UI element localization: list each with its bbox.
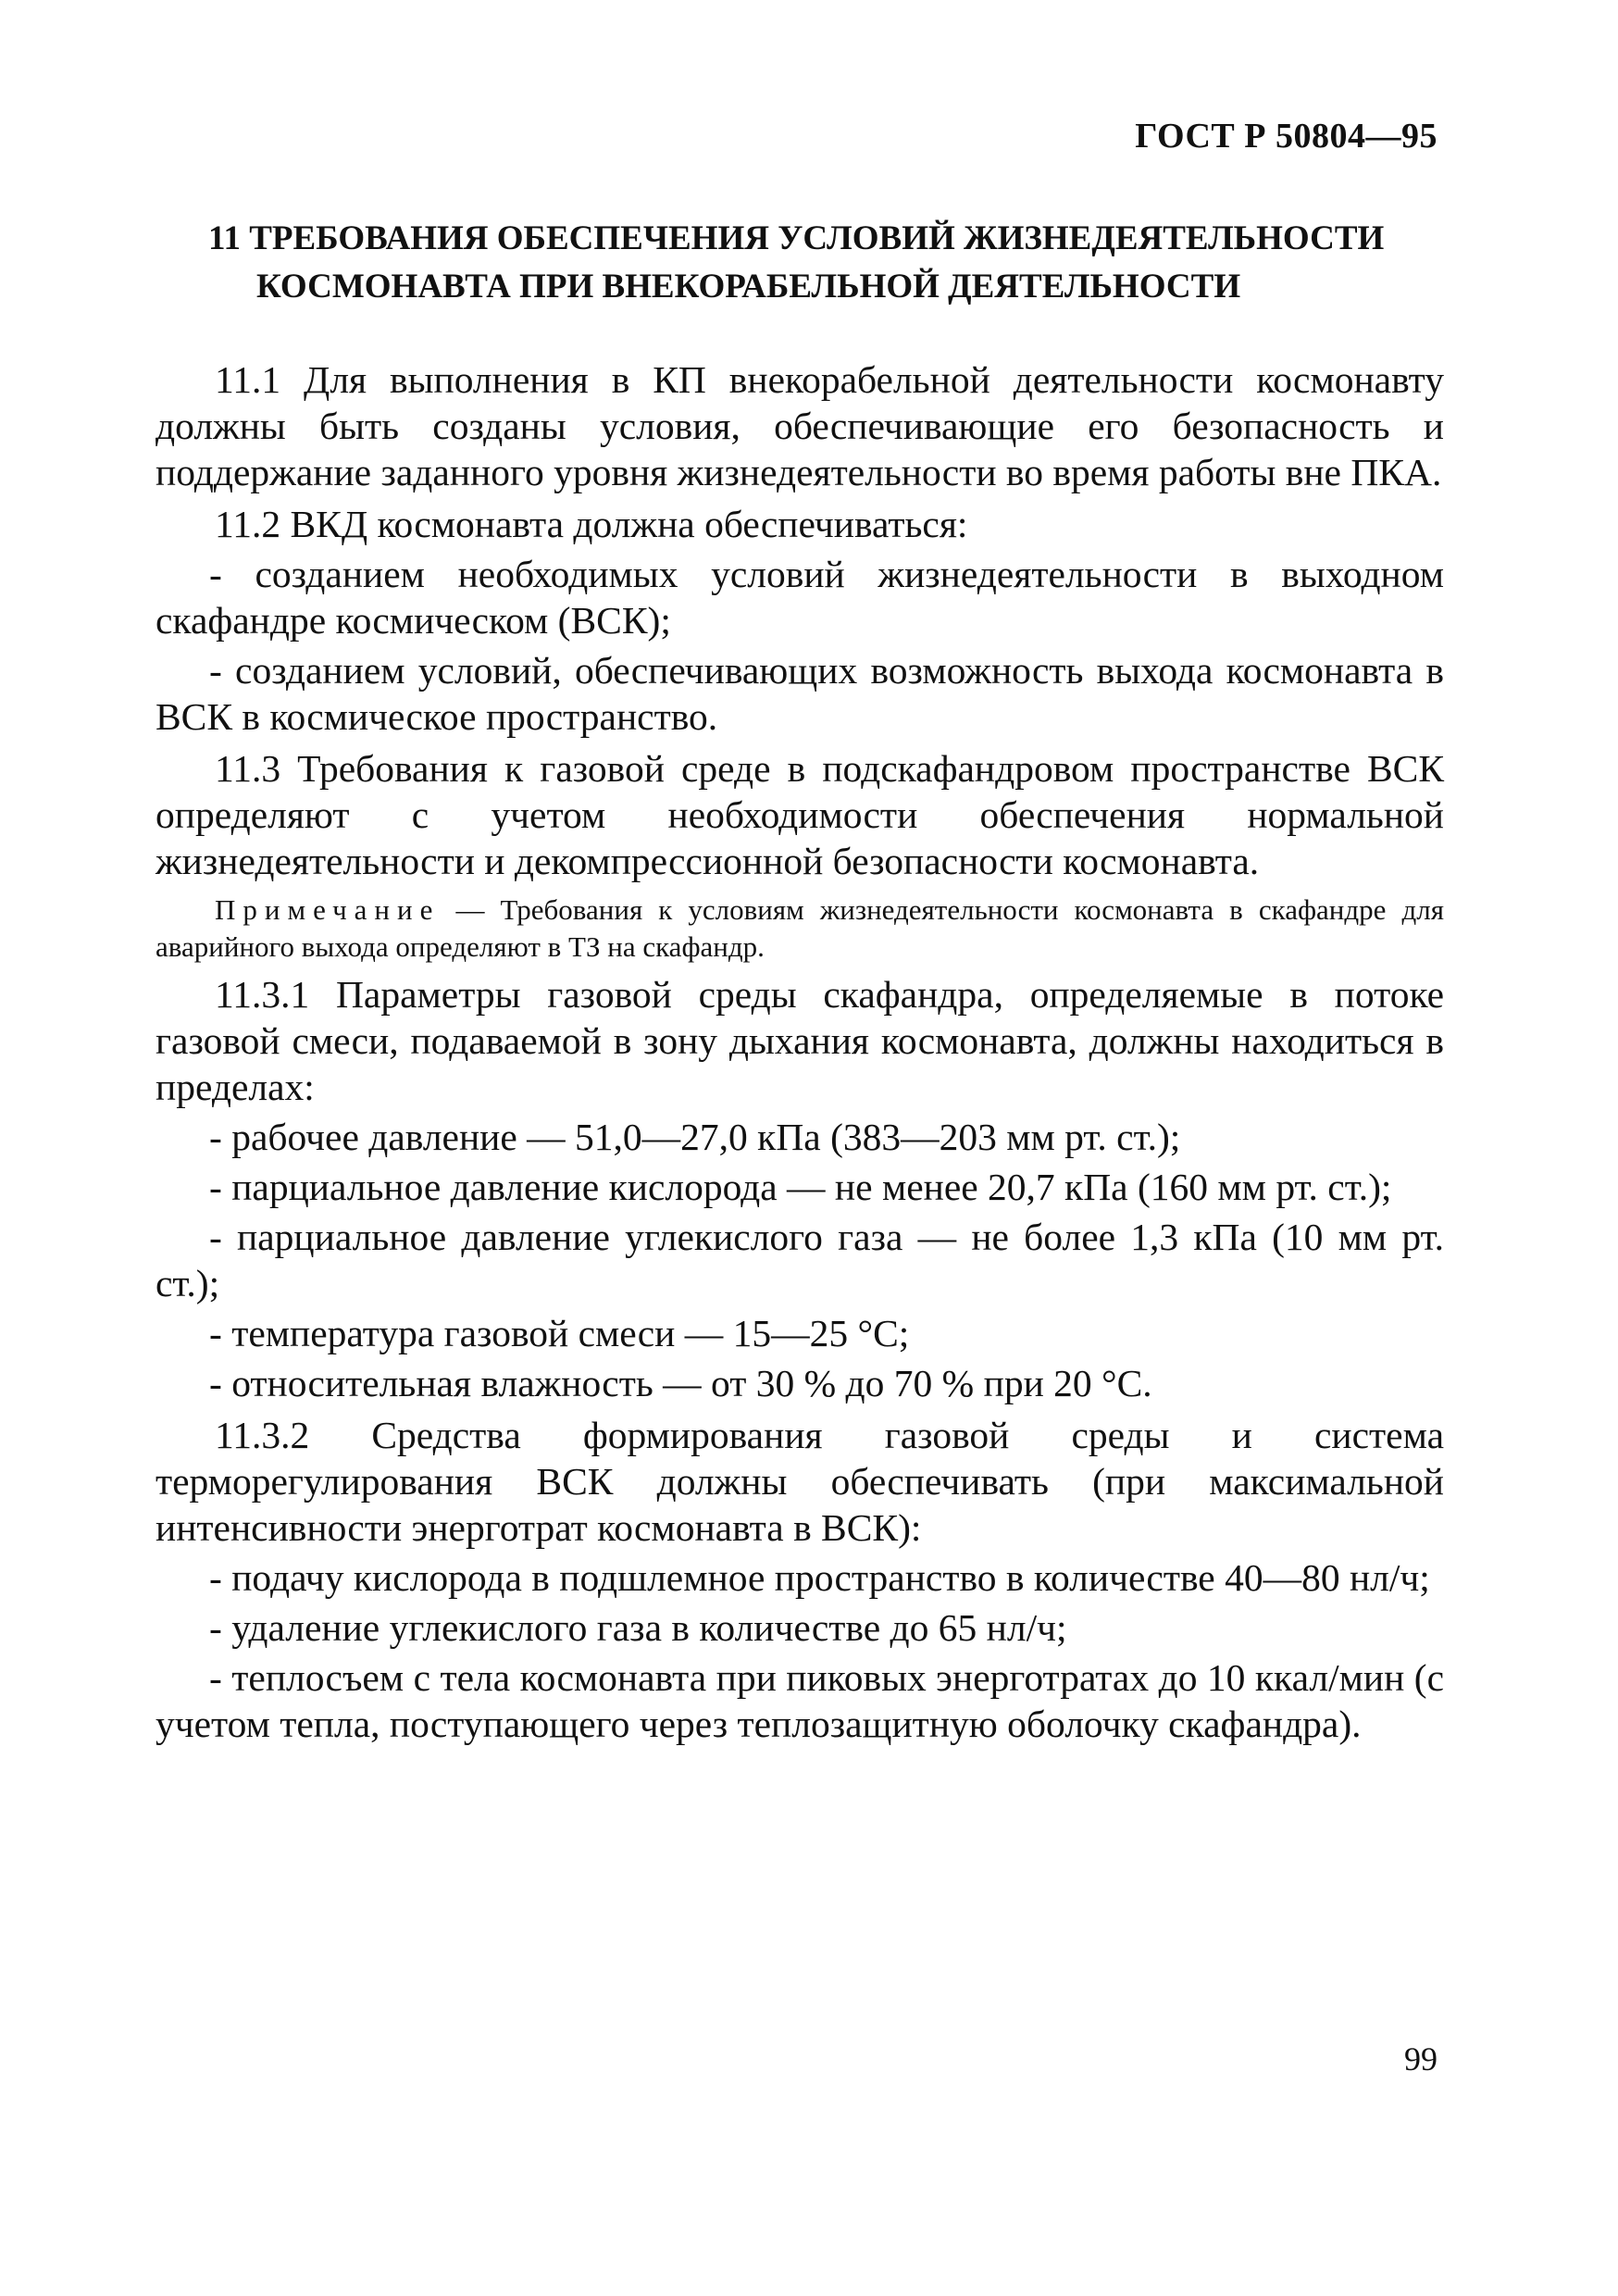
list-item: - теплосъем с тела космонавта при пиковых энерготратах до 10 ккал/мин (с учетом тепла, поступающего через теплозащитную оболочку скафандра). [156,1656,1444,1745]
document-code: ГОСТ Р 50804—95 [1135,117,1438,156]
list-item: - удаление углекислого газа в количестве до 65 нл/ч; [209,1606,1067,1649]
note-text: — Требования к условиям жизнедеятельности космонавта в скафандре для аварийного выхода определяют в ТЗ на скафандр. [156,893,1444,963]
section-title-line1: 11 ТРЕБОВАНИЯ ОБЕСПЕЧЕНИЯ УСЛОВИЙ ЖИЗНЕДЕЯТЕЛЬНОСТИ [208,219,1385,257]
paragraph-11-3-1: 11.3.1 Параметры газовой среды скафандра, определяемые в потоке газовой смеси, подаваемой в зону дыхания космонавта, должны находиться в пределах: [156,973,1444,1108]
list-item: - созданием необходимых условий жизнедеятельности в выходном скафандре космическом (ВСК); [156,553,1444,642]
paragraph-11-1: 11.1 Для выполнения в КП внекорабельной деятельности космонавту должны быть созданы условия, обеспечивающие его безопасность и поддержание заданного уровня жизнедеятельности во время работы вне ПКА. [156,358,1444,493]
paragraph-11-3: 11.3 Требования к газовой среде в подскафандровом пространстве ВСК определяют с учетом необходимости обеспечения нормальной жизнедеятельности и декомпрессионной безопасности космонавта. [156,747,1444,882]
list-item: - рабочее давление — 51,0—27,0 кПа (383—203 мм рт. ст.); [209,1116,1181,1158]
document-body [156,356,1444,1747]
list-item: - парциальное давление кислорода — не менее 20,7 кПа (160 мм рт. ст.); [209,1166,1392,1208]
note-label: Примечание [215,893,441,926]
paragraph-11-2: 11.2 ВКД космонавта должна обеспечиваться: [215,503,968,545]
note [156,892,1444,966]
list-item: - подачу кислорода в подшлемное пространство в количестве 40—80 нл/ч; [209,1556,1430,1599]
list-item: - парциальное давление углекислого газа — не более 1,3 кПа (10 мм рт. ст.); [156,1216,1444,1304]
list-item: - созданием условий, обеспечивающих возможность выхода космонавта в ВСК в космическое пространство. [156,649,1444,738]
section-title [208,215,1430,311]
list-item: - относительная влажность — от 30 % до 70 % при 20 °С. [209,1362,1152,1404]
paragraph-11-3-2: 11.3.2 Средства формирования газовой среды и система терморегулирования ВСК должны обеспечивать (при максимальной интенсивности энерготрат космонавта в ВСК): [156,1414,1444,1549]
list-item: - температура газовой смеси — 15—25 °С; [209,1312,910,1354]
page-number: 99 [1404,2040,1438,2078]
section-title-line2: КОСМОНАВТА ПРИ ВНЕКОРАБЕЛЬНОЙ ДЕЯТЕЛЬНОСТИ [256,268,1241,306]
